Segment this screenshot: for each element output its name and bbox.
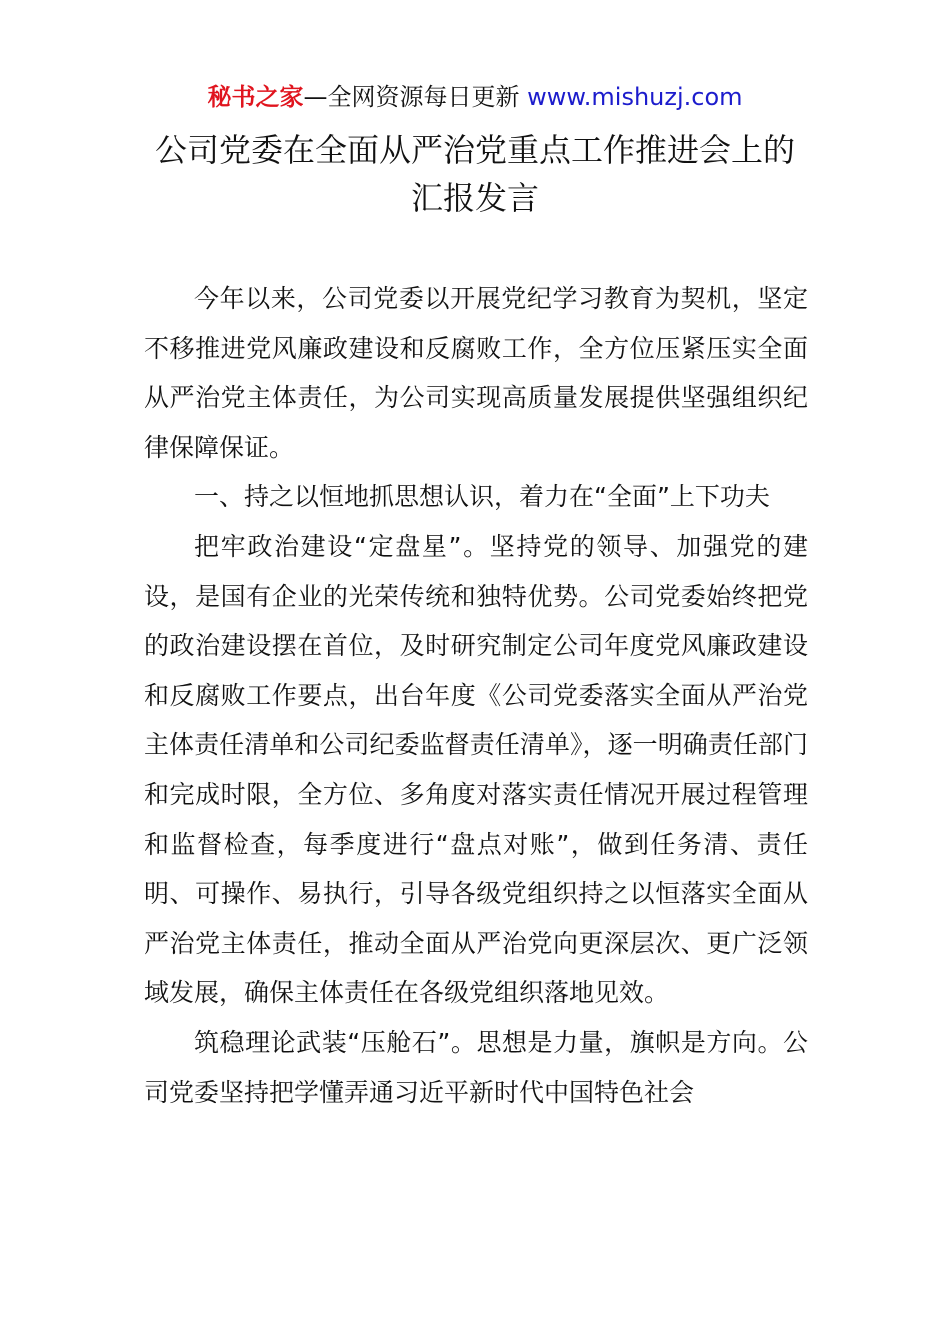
title-line-1: 公司党委在全面从严治党重点工作推进会上的 — [154, 131, 795, 169]
paragraph-political-building: 把牢政治建设“定盘星”。坚持党的领导、加强党的建设，是国有企业的光荣传统和独特优势。公司党委始终把党的政治建设摆在首位，及时研究制定公司年度党风廉政建设和反腐败工作要点，出台年度《公司党委落实全面从严治党主体责任清单和公司纪委监督责任清单》，逐一明确责任部门和完成时限，全方位、多角度对落实责任情况开展过程管理和监督检查，每季度进行“盘点对账”，做到任务清、责任明、可操作、易执行，引导各级党组织持之以恒落实全面从严治党主体责任，推动全面从严治党向更深层次、更广泛领域发展，确保主体责任在各级党组织落地见效。 — [144, 531, 808, 1008]
section-heading-1: 一、持之以恒地抓思想认识，着力在“全面”上下功夫 — [194, 482, 770, 512]
document-body — [144, 274, 808, 1117]
site-slogan: —全网资源每日更新 — [303, 83, 528, 111]
site-header — [0, 80, 950, 114]
title-line-2: 汇报发言 — [410, 179, 539, 217]
brand-name: 秘书之家 — [207, 83, 304, 111]
site-url[interactable]: www.mishuzj.com — [527, 83, 743, 111]
paragraph-theory: 筑稳理论武装“压舱石”。思想是力量，旗帜是方向。公司党委坚持把学懂弄通习近平新时代中国特色社会 — [144, 1027, 808, 1107]
document-title — [0, 126, 950, 222]
paragraph-intro: 今年以来，公司党委以开展党纪学习教育为契机，坚定不移推进党风廉政建设和反腐败工作，全方位压紧压实全面从严治党主体责任，为公司实现高质量发展提供坚强组织纪律保障保证。 — [144, 284, 808, 462]
